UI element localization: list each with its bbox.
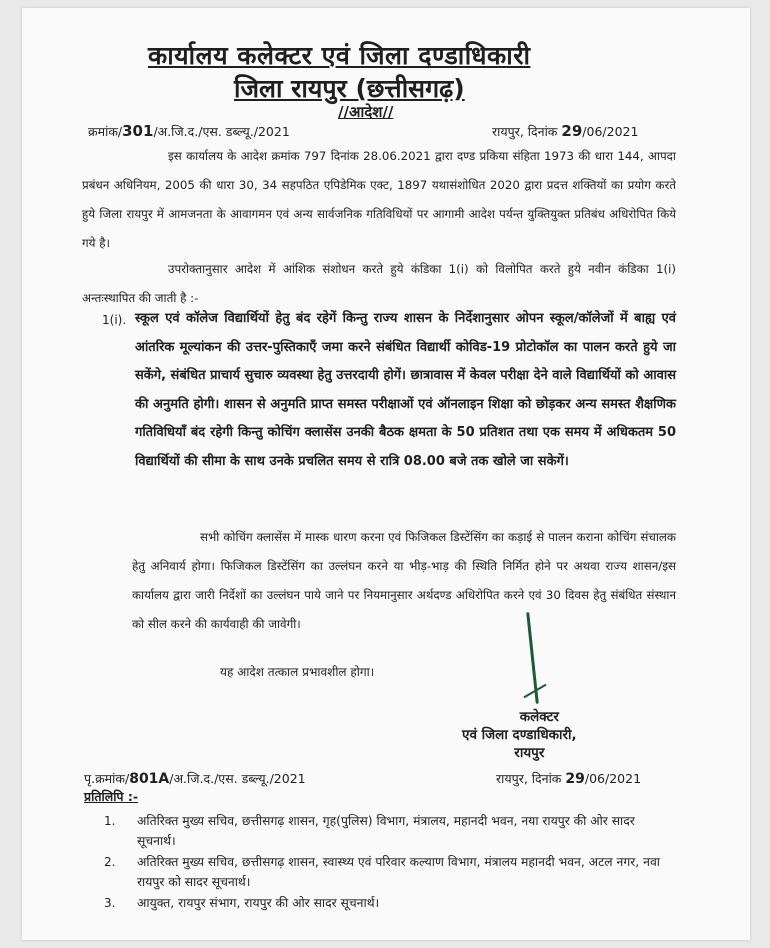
order-number [88, 122, 290, 140]
endorsement-number [84, 770, 306, 787]
endorsement-date-prefix: रायपुर, दिनांक [496, 771, 562, 786]
order-number-handwritten: 301 [122, 122, 154, 140]
document-page [22, 8, 750, 940]
copy-item-text: अतिरिक्त मुख्य सचिव, छत्तीसगढ़ शासन, स्वास्थ्य एवं परिवार कल्याण विभाग, मंत्रालय महानदी भवन, अटल नगर, नवा रायपुर को सादर सूचनार्थ। [137, 855, 660, 889]
endorsement-date-handwritten: 29 [565, 771, 585, 787]
paragraph-effective: यह आदेश तत्काल प्रभावशील होगा। [220, 665, 375, 679]
copy-item-text: आयुक्त, रायपुर संभाग, रायपुर की ओर सादर सूचनार्थ। [137, 896, 380, 910]
endorsement-number-suffix: /अ.जि.द./एस. डब्ल्यू./2021 [169, 771, 306, 786]
order-date [492, 122, 638, 140]
clause-text: स्कूल एवं कॉलेज विद्यार्थियों हेतु बंद रहेगें किन्तु राज्य शासन के निर्देशानुसार ओपन स्कूल/कॉलेजों में बाह्य एवं आंतरिक मूल्यांकन की उत्तर-पुस्तिकाएँ जमा करने संबंधित विद्यार्थी कोविड-19 प्रोटोकॉल का पालन करते हुये जा सकेंगे, संबंधित प्राचार्य सुचारु व्यवस्था हेतु उत्तरदायी होगें। छात्रावास में केवल परीक्षा देने वाले विद्यार्थियों को आवास की अनुमति होगी। शासन से अनुमति प्राप्त समस्त परीक्षाओं एवं ऑनलाइन शिक्षा को छोड़कर अन्य समस्त शैक्षणिक गतिविधियाँ बंद रहेगी किन्तु कोचिंग क्लासेंस उनकी बैठक क्षमता के 50 प्रतिशत तथा एक समय में अधिकतम 50 विद्यार्थियों की सीमा के साथ उनके प्रचलित समय से रात्रि 08.00 बजे तक खोले जा सकेगें। [135, 311, 676, 469]
signature-city: रायपुर [514, 745, 545, 761]
endorsement-number-handwritten: 801A [129, 771, 170, 787]
endorsement-date [496, 770, 641, 787]
order-number-prefix: क्रमांक/ [88, 124, 123, 139]
endorsement-date-suffix: /06/2021 [584, 771, 642, 786]
signature-designation [462, 708, 577, 762]
copy-item-number: 2. [104, 855, 116, 869]
office-title: कार्यालय कलेक्टर एवं जिला दण्डाधिकारी [148, 41, 531, 70]
paragraph-preamble: इस कार्यालय के आदेश क्रमांक 797 दिनांक 28.06.2021 द्वारा दण्ड प्रकिया संहिता 1973 की धारा 144, आपदा प्रबंधन अधिनियम, 2005 की धारा 30, 34 सहपठित एपिडेमिक एक्ट, 1897 यथासंशोधित 2020 द्वारा प्रदत्त शक्तियों का प्रयोग करते हुये जिला रायपुर में आमजनता के आवागमन एवं अन्य सार्वजनिक गतिविधियों पर आगामी आदेश पर्यन्त युक्तियुक्त प्रतिबंध अधिरोपित किये गये है। [82, 149, 676, 250]
order-date-prefix: रायपुर, दिनांक [492, 124, 558, 139]
copy-item-number: 3. [104, 896, 116, 910]
copy-item-number: 1. [104, 814, 116, 828]
district-title: जिला रायपुर (छत्तीसगढ़) [234, 74, 465, 103]
order-date-handwritten: 29 [561, 122, 583, 140]
paragraph-amendment: उपरोक्तानुसार आदेश में आंशिक संशोधन करते हुये कंडिका 1(i) को विलोपित करते हुये नवीन कंडिका 1(i) अन्तःस्थापित की जाती है :- [82, 262, 676, 305]
copy-item-text: अतिरिक्त मुख्य सचिव, छत्तीसगढ़ शासन, गृह(पुलिस) विभाग, मंत्रालय, महानदी भवन, नया रायपुर की ओर सादर सूचनार्थ। [137, 814, 635, 848]
order-number-suffix: /अ.जि.द./एस. डब्ल्यू./2021 [153, 124, 290, 139]
endorsement-number-prefix: पृ.क्रमांक/ [84, 771, 130, 786]
order-label: //आदेश// [338, 103, 394, 121]
copy-label: प्रतिलिपि :- [84, 789, 139, 804]
paragraph-coaching-rules: सभी कोचिंग क्लासेंस में मास्क धारण करना एवं फिजिकल डिस्टेंसिंग का कड़ाई से पालन कराना कोचिंग संचालक हेतु अनिवार्य होगा। फिजिकल डिस्टेंसिंग का उल्लंघन करने या भीड़-भाड़ की स्थिति निर्मित होने पर अथवा राज्य शासन/इस कार्यालय द्वारा जारी निर्देशों का उल्लंघन पाये जाने पर नियमानुसार अर्थदण्ड अधिरोपित करने एवं 30 दिवस हेतु संबंधित संस्थान को सील करने की कार्यवाही की जावेगी। [132, 530, 676, 631]
signature-magistrate: एवं जिला दण्डाधिकारी, [462, 727, 577, 743]
order-date-suffix: /06/2021 [582, 124, 639, 139]
clause-number: 1(i). [102, 313, 127, 327]
signature-collector: कलेक्टर [519, 709, 559, 725]
